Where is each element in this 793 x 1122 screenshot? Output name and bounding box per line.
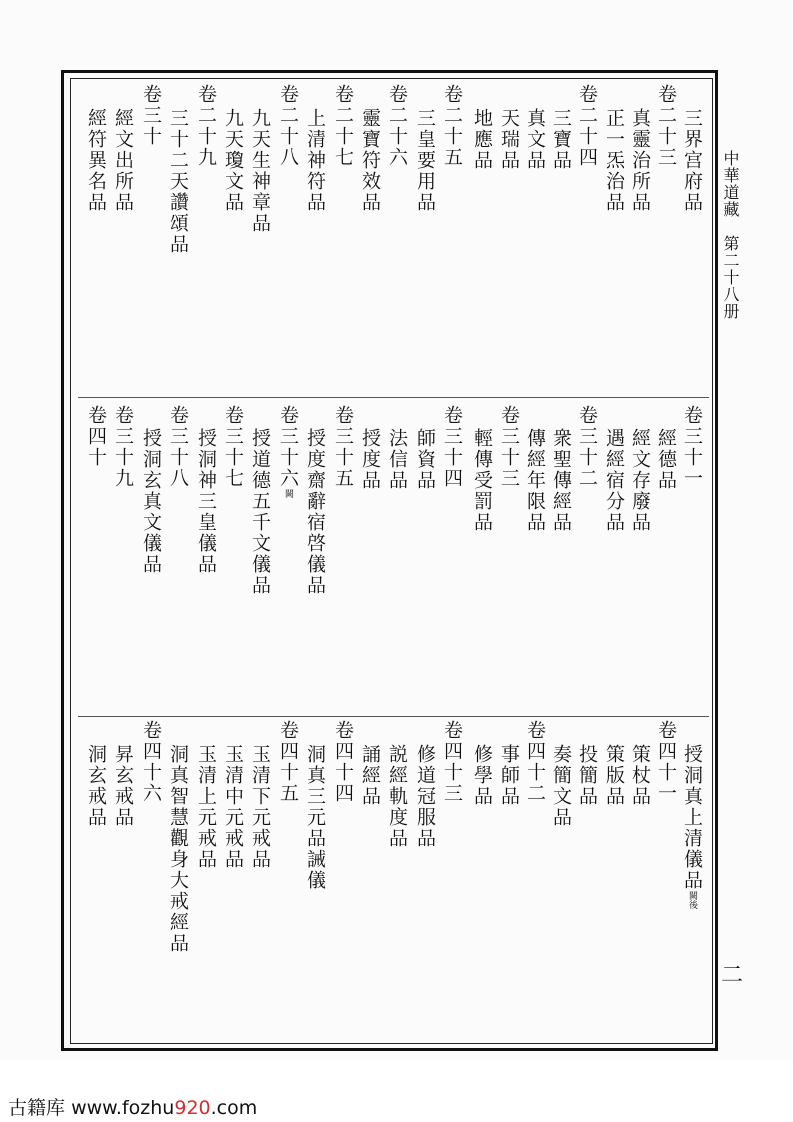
toc-juan: 卷四十四 [332, 720, 354, 804]
toc-juan: 卷三十九 [112, 405, 134, 489]
toc-juan: 卷二十六 [386, 84, 408, 168]
toc-entry: 修學品 [471, 744, 493, 807]
toc-entry: 地應品 [471, 108, 493, 171]
toc-entry: 玉清中元戒品 [222, 744, 244, 870]
toc-juan: 卷三十五 [332, 405, 354, 489]
toc-entry: 正一炁治品 [603, 108, 625, 213]
toc-entry: 三界宫府品 [681, 108, 703, 213]
toc-entry: 三皇要用品 [414, 108, 436, 213]
toc-juan: 卷四十三 [441, 720, 463, 804]
toc-juan: 卷三十七 [222, 405, 244, 489]
section-divider-1 [78, 397, 709, 398]
toc-juan: 卷四十六 [140, 720, 162, 804]
toc-entry: 事師品 [498, 744, 520, 807]
toc-entry: 策版品 [603, 744, 625, 807]
toc-entry: 真靈治所品 [629, 108, 651, 213]
toc-juan: 卷二十五 [441, 84, 463, 168]
toc-entry: 修道冠服品 [414, 744, 436, 849]
margin-title [719, 150, 742, 320]
toc-juan: 卷三十八 [167, 405, 189, 489]
toc-entry: 授洞玄真文儀品 [140, 428, 162, 575]
toc-entry: 法信品 [386, 428, 408, 491]
watermark-footer [8, 1093, 257, 1120]
toc-entry: 師資品 [414, 428, 436, 491]
toc-entry: 傳經年限品 [524, 428, 546, 533]
site-name: 古籍库 [8, 1097, 66, 1119]
toc-entry: 輕傳受罰品 [471, 428, 493, 533]
toc-juan: 卷四十五 [277, 720, 299, 804]
toc-entry: 上清神符品 [304, 108, 326, 213]
toc-entry: 玉清下元戒品 [249, 744, 271, 870]
toc-entry: 説經軌度品 [386, 744, 408, 849]
toc-juan: 卷四十 [85, 405, 107, 468]
toc-entry: 玉清上元戒品 [195, 744, 217, 870]
toc-entry: 三寶品 [550, 108, 572, 171]
toc-entry: 九天生神章品 [249, 108, 271, 234]
juan-label: 卷三十六 [277, 405, 299, 489]
toc-entry: 昇玄戒品 [112, 744, 134, 828]
toc-juan: 卷二十八 [277, 84, 299, 168]
toc-entry: 授道德五千文儀品 [249, 428, 271, 596]
section-divider-2 [78, 716, 709, 717]
toc-entry: 洞玄戒品 [85, 744, 107, 828]
toc-juan: 卷三十四 [441, 405, 463, 489]
site-url[interactable]: www.fozhu920.com [71, 1097, 258, 1119]
toc-entry: 奏簡文品 [550, 744, 572, 828]
entry-text: 授洞真上清儀品 [681, 744, 703, 891]
toc-juan: 卷二十九 [195, 84, 217, 168]
toc-juan: 卷二十三 [655, 84, 677, 168]
toc-entry: 九天瓊文品 [222, 108, 244, 213]
toc-juan: 卷二十七 [332, 84, 354, 168]
toc-entry: 授度齋辭宿啓儀品 [304, 428, 326, 596]
toc-entry: 授度品 [359, 428, 381, 491]
toc-entry: 經文存廢品 [629, 428, 651, 533]
toc-entry [680, 744, 704, 909]
toc-entry: 經符異名品 [85, 108, 107, 213]
toc-juan: 卷四十一 [655, 720, 677, 804]
toc-entry: 靈寶符效品 [359, 108, 381, 213]
volume-label: 第二十八册 [721, 235, 740, 320]
toc-entry: 衆聖傳經品 [550, 428, 572, 533]
toc-entry: 洞真三元品誡儀 [304, 744, 326, 891]
toc-entry: 經德品 [655, 428, 677, 491]
toc-juan: 卷三十 [140, 84, 162, 147]
site-url-number: 920 [174, 1097, 211, 1119]
missing-after-note: 闕後 [687, 891, 697, 909]
missing-note: 闕 [283, 489, 293, 498]
toc-entry: 遇經宿分品 [603, 428, 625, 533]
toc-entry: 洞真智慧觀身大戒經品 [167, 744, 189, 954]
toc-entry: 授洞神三皇儀品 [195, 428, 217, 575]
toc-entry: 真文品 [524, 108, 546, 171]
collection-title: 中華道藏 [721, 150, 740, 218]
toc-juan: 卷三十二 [576, 405, 598, 489]
toc-entry: 投簡品 [576, 744, 598, 807]
toc-juan: 卷三十一 [681, 405, 703, 489]
page-number: 二 [721, 963, 744, 988]
toc-juan: 卷三十三 [498, 405, 520, 489]
toc-juan: 卷四十二 [524, 720, 546, 804]
toc-entry: 天瑞品 [498, 108, 520, 171]
toc-juan [276, 405, 300, 498]
toc-juan: 卷二十四 [576, 84, 598, 168]
toc-entry: 誦經品 [359, 744, 381, 807]
toc-entry: 三十二天讚頌品 [167, 108, 189, 255]
toc-entry: 策杖品 [629, 744, 651, 807]
toc-entry: 經文出所品 [112, 108, 134, 213]
